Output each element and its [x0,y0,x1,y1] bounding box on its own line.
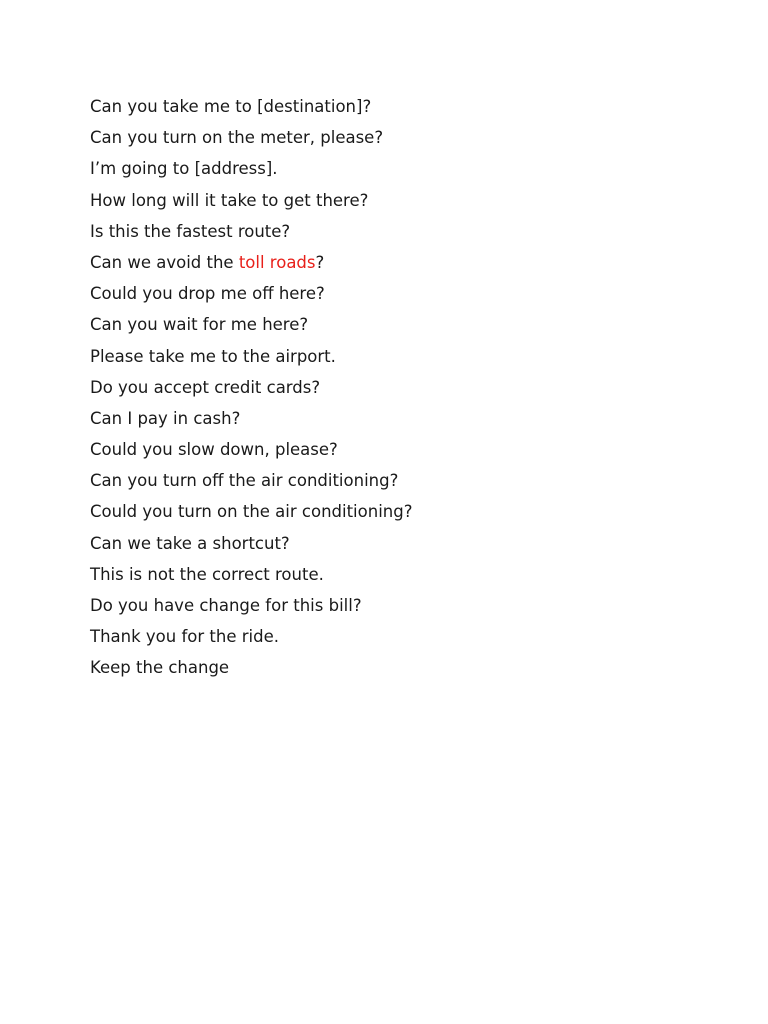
phrase-line: Can you turn on the meter, please? [90,128,384,148]
phrase-line: Can I pay in cash? [90,408,241,428]
phrase-line: Thank you for the ride. [90,627,279,647]
phrase-line: Can you take me to [destination]? [90,97,372,116]
phrase-line: Do you have change for this bill? [90,596,362,615]
phrase-line-with-highlight [90,247,690,278]
phrase-line: This is not the correct route. [90,564,324,584]
document-page [90,91,690,684]
phrase-line: Could you turn on the air conditioning? [90,502,413,522]
phrase-line: Can you turn off the air conditioning? [90,471,399,491]
phrase-line: Could you drop me off here? [90,284,325,304]
phrase-line: Keep the change [90,658,230,678]
phrase-text-before: Can we avoid the [90,252,239,272]
phrase-line: Can we take a shortcut? [90,533,290,553]
phrase-text-after: ? [315,252,325,272]
phrase-line: Is this the fastest route? [90,221,291,241]
phrase-list [90,91,690,684]
phrase-line: Please take me to the airport. [90,346,336,366]
phrase-line: Could you slow down, please? [90,440,338,460]
phrase-line: I’m going to [address]. [90,159,278,179]
highlighted-term: toll roads [238,252,316,272]
phrase-line: Can you wait for me here? [90,315,309,335]
phrase-line: How long will it take to get there? [90,190,369,210]
phrase-line: Do you accept credit cards? [90,377,321,397]
